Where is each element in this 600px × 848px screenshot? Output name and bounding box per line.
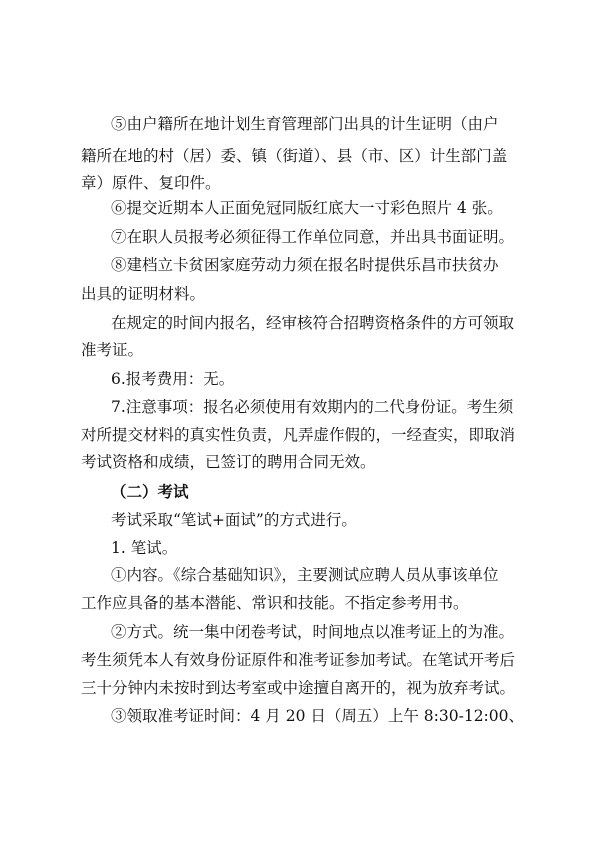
paragraph-line: 1. 笔试。 (111, 539, 178, 557)
paragraph-line: ⑤由户籍所在地计划生育管理部门出具的计生证明（由户 (111, 115, 499, 133)
paragraph-line: ②方式。统一集中闭卷考试，时间地点以准考证上的为准。 (111, 623, 515, 641)
paragraph-line: ⑥提交近期本人正面免冠同版红底大一寸彩色照片 4 张。 (111, 199, 503, 217)
paragraph-line: ⑧建档立卡贫困家庭劳动力须在报名时提供乐昌市扶贫办 (111, 256, 499, 274)
paragraph-line: 考试资格和成绩，已签订的聘用合同无效。 (81, 453, 376, 471)
paragraph-line: ⑦在职人员报考必须征得工作单位同意，并出具书面证明。 (111, 228, 515, 246)
section-heading: （二）考试 (111, 482, 189, 501)
paragraph-line: 对所提交材料的真实性负责，凡弄虚作假的，一经查实，即取消 (81, 426, 516, 444)
paragraph-line: 三十分钟内未按时到达考室或中途擅自离开的，视为放弃考试。 (81, 679, 516, 697)
paragraph-line: ①内容。《综合基础知识》，主要测试应聘人员从事该单位 (111, 566, 499, 584)
paragraph-line: 工作应具备的基本潜能、常识和技能。不指定参考用书。 (81, 594, 469, 612)
paragraph-line: 7.注意事项：报名必须使用有效期内的二代身份证。考生须 (111, 398, 514, 416)
paragraph-line: 章）原件、复印件。 (81, 174, 221, 192)
paragraph-line: 考试采取“笔试+面试”的方式进行。 (111, 511, 357, 529)
paragraph-line: 在规定的时间内报名，经审核符合招聘资格条件的方可领取 (111, 314, 515, 332)
paragraph-line: 出具的证明材料。 (81, 285, 206, 303)
paragraph-line: 准考证。 (81, 341, 144, 359)
paragraph-line: 6.报考费用：无。 (111, 370, 235, 388)
paragraph-line: 考生须凭本人有效身份证原件和准考证参加考试。在笔试开考后 (81, 651, 516, 669)
paragraph-line: ③领取准考证时间：4 月 20 日（周五）上午 8:30-12:00、 (111, 707, 525, 725)
paragraph-line: 籍所在地的村（居）委、镇（街道）、县（市、区）计生部门盖 (81, 147, 508, 165)
